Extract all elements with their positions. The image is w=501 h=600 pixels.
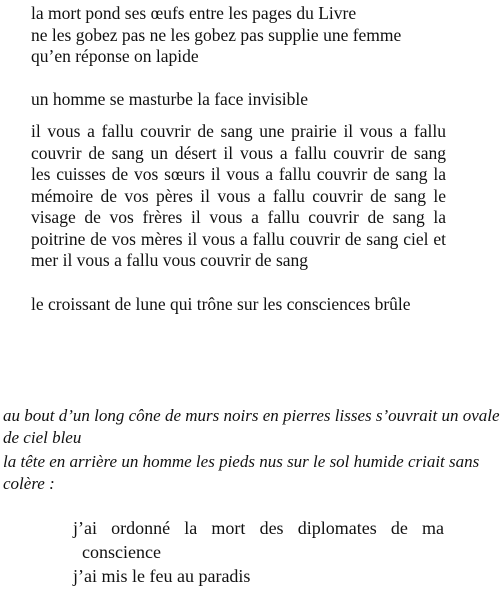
verse-line: conscience	[82, 542, 161, 562]
stanza-1	[31, 3, 401, 68]
stanza-line: il vous a fallu couvrir de sang une prairie il vous a fallu	[31, 121, 446, 141]
stanza-line: mémoire de vos pères il vous a fallu couvrir de sang le	[31, 185, 446, 206]
italic-line: la tête en arrière un homme les pieds nus sur le sol humide criait sans	[3, 452, 480, 471]
stanza-line: couvrir de sang un désert il vous a fallu couvrir de sang	[31, 142, 446, 163]
italic-line: au bout d’un long cône de murs noirs en pierres lisses s’ouvrait un ovale	[3, 406, 500, 425]
stanza-3	[31, 121, 446, 272]
stanza-line: qu’en réponse on lapide	[31, 46, 199, 66]
stanza-line: poitrine de vos mères il vous a fallu couvrir de sang ciel et	[31, 228, 446, 249]
verse-line: j’ai mis le feu au paradis	[73, 566, 251, 586]
stanza-line: le croissant de lune qui trône sur les consciences brûle	[31, 294, 411, 314]
italic-line: colère :	[3, 474, 55, 493]
stanza-line: les cuisses de vos sœurs il vous a fallu couvrir de sang la	[31, 164, 446, 184]
verse-line: j’ai ordonné la mort des diplomates de ma	[73, 518, 444, 538]
stanza-line: mer il vous a fallu vous couvrir de sang	[31, 250, 309, 270]
stanza-line: la mort pond ses œufs entre les pages du Livre	[31, 3, 357, 23]
stanza-line: ne les gobez pas ne les gobez pas supplie une femme	[31, 24, 402, 45]
italic-passage-1	[3, 405, 500, 449]
closing-verse	[73, 516, 444, 588]
italic-line: de ciel bleu	[3, 428, 82, 447]
italic-passage-2	[3, 451, 480, 495]
stanza-2	[31, 89, 308, 111]
stanza-line: un homme se masturbe la face invisible	[31, 89, 309, 109]
stanza-4	[31, 294, 411, 316]
stanza-line: visage de vos frères il vous a fallu couvrir de sang la	[31, 207, 446, 227]
